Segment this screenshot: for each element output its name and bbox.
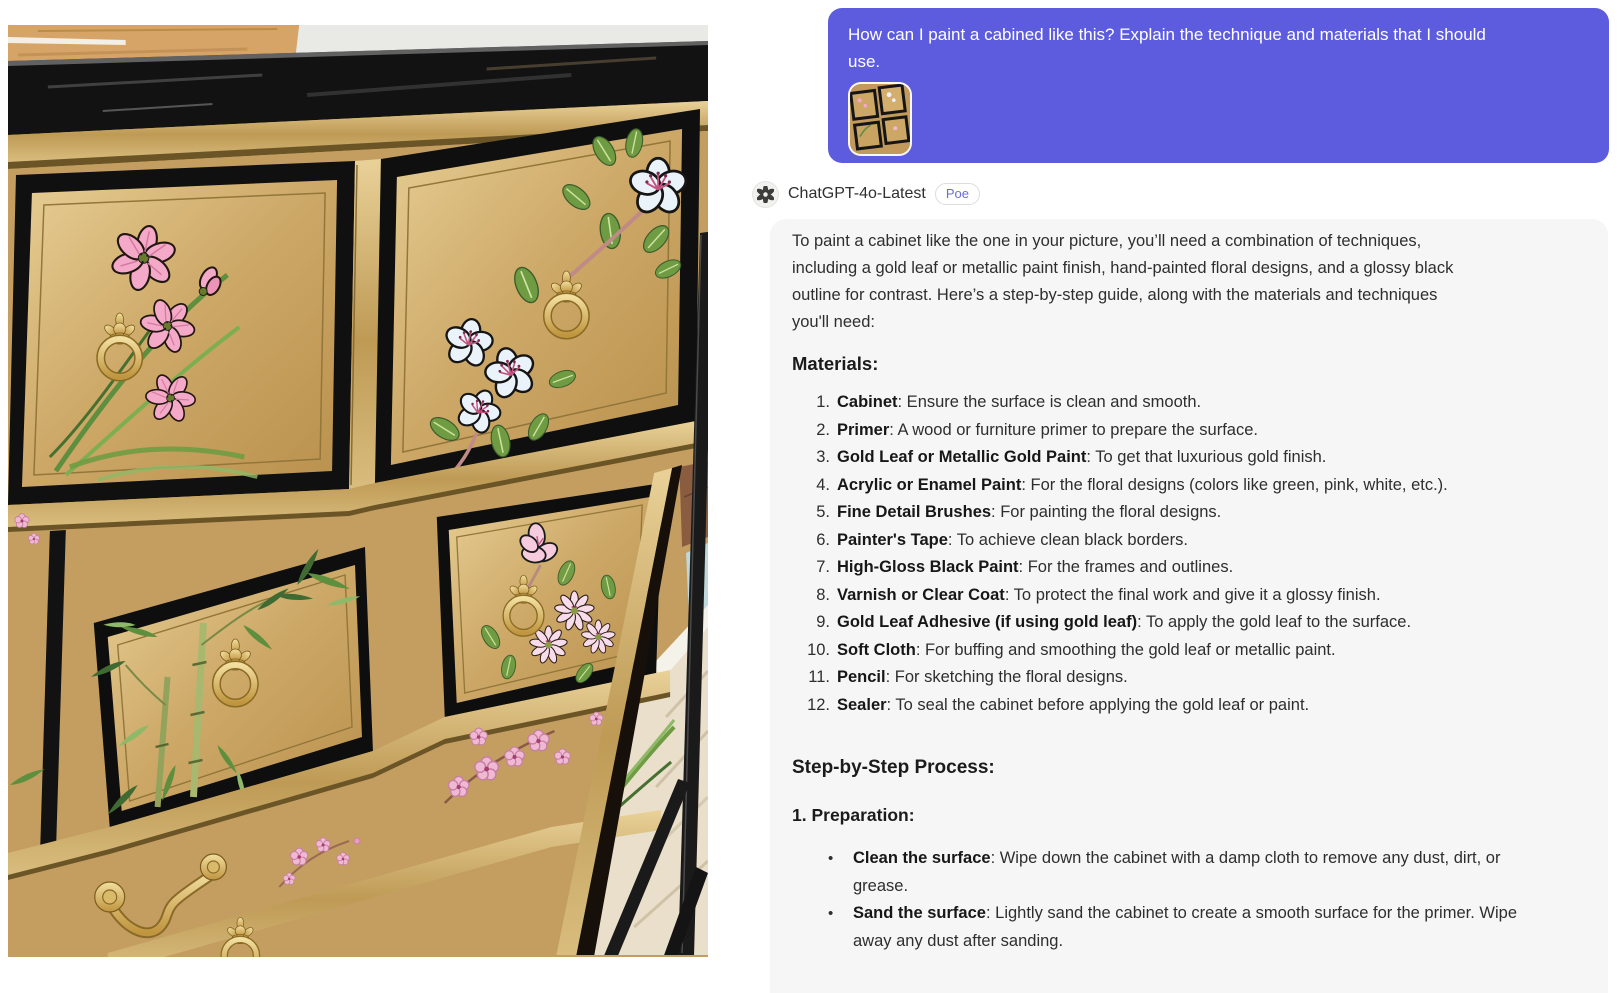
list-item	[792, 664, 1538, 692]
drawer-pink-flowers	[8, 161, 355, 505]
intro-line: including a gold leaf or metallic paint finish, hand-painted floral designs, and a glossy black	[792, 259, 1454, 277]
user-message-bubble	[828, 8, 1609, 163]
item-desc: : For buffing and smoothing the gold leaf or metallic paint.	[915, 640, 1336, 659]
process-heading: Step-by-Step Process:	[792, 757, 995, 778]
bullet-term: Sand the surface	[853, 904, 986, 922]
openai-logo-icon	[757, 186, 774, 203]
materials-list	[792, 389, 1538, 719]
list-item	[792, 609, 1538, 637]
bot-response-bubble	[770, 219, 1608, 993]
item-term: Gold Leaf or Metallic Gold Paint	[837, 448, 1087, 466]
thumbnail-cabinet-image	[850, 84, 910, 154]
intro-line: To paint a cabinet like the one in your picture, you’ll need a combination of techniques,	[792, 232, 1422, 250]
item-term: Primer	[837, 420, 890, 439]
intro-line: you'll need:	[792, 313, 875, 331]
bullet-desc: : Lightly sand the cabinet to create a smooth surface for the primer. Wipe away any dust after sanding.	[853, 904, 1517, 950]
item-desc: : For the frames and outlines.	[1018, 558, 1234, 576]
item-desc: : To get that luxurious gold finish.	[1086, 448, 1327, 466]
list-item	[792, 417, 1538, 445]
list-item	[792, 582, 1538, 610]
response-intro	[792, 228, 1538, 336]
item-desc: : For the floral designs (colors like green, pink, white, etc.).	[1021, 475, 1448, 494]
item-desc: : For painting the floral designs.	[991, 503, 1222, 521]
item-desc: : To achieve clean black borders.	[947, 530, 1188, 549]
bot-avatar[interactable]	[752, 181, 779, 208]
cabinet-photo	[8, 25, 708, 957]
item-number: 3.	[816, 448, 830, 466]
user-message-line2: use.	[848, 52, 881, 71]
item-number: 4.	[816, 475, 830, 494]
bullet-item	[792, 900, 1538, 955]
item-term: Soft Cloth	[837, 640, 916, 659]
item-desc: : Ensure the surface is clean and smooth.	[897, 393, 1202, 411]
bot-header	[752, 179, 980, 209]
item-term: Sealer	[837, 695, 887, 714]
item-number: 10.	[807, 640, 830, 659]
bullet-item	[792, 845, 1538, 900]
list-item	[792, 637, 1538, 665]
bullet-term: Clean the surface	[853, 849, 991, 867]
item-number: 5.	[816, 503, 830, 521]
bullet-glyph: •	[828, 850, 834, 867]
item-number: 8.	[816, 585, 830, 604]
bullet-desc: : Wipe down the cabinet with a damp cloth to remove any dust, dirt, or grease.	[853, 849, 1501, 895]
bot-name[interactable]: ChatGPT-4o-Latest	[788, 185, 926, 202]
item-term: Pencil	[837, 668, 886, 686]
item-number: 2.	[816, 420, 830, 439]
item-desc: : For sketching the floral designs.	[885, 668, 1128, 686]
user-message-line1: How can I paint a cabined like this? Explain the technique and materials that I should	[848, 25, 1486, 44]
item-number: 11.	[808, 668, 830, 686]
list-item	[792, 692, 1538, 720]
item-number: 9.	[816, 613, 830, 631]
list-item	[792, 472, 1538, 500]
cabinet	[8, 41, 708, 957]
item-number: 6.	[816, 530, 830, 549]
bullet-glyph: •	[828, 905, 834, 922]
item-number: 12.	[807, 695, 830, 714]
item-desc: : To seal the cabinet before applying the gold leaf or paint.	[886, 695, 1310, 714]
item-term: Fine Detail Brushes	[837, 503, 992, 521]
drawer-blue-flowers	[375, 109, 700, 483]
item-term: Cabinet	[837, 393, 898, 411]
item-term: Acrylic or Enamel Paint	[837, 475, 1022, 494]
item-term: Gold Leaf Adhesive (if using gold leaf)	[837, 613, 1138, 631]
item-term: High-Gloss Black Paint	[837, 558, 1019, 576]
list-item	[792, 499, 1538, 527]
item-desc: : A wood or furniture primer to prepare the surface.	[889, 420, 1258, 439]
item-desc: : To protect the final work and give it a glossy finish.	[1004, 585, 1381, 604]
cabinet-illustration	[8, 25, 708, 957]
attachment-thumbnail[interactable]	[848, 82, 912, 156]
list-item	[792, 389, 1538, 417]
step1-heading: 1. Preparation:	[792, 805, 915, 825]
step1-bullets	[792, 845, 1538, 955]
intro-line: outline for contrast. Here’s a step-by-step guide, along with the materials and techniques	[792, 286, 1438, 304]
item-number: 1.	[816, 393, 830, 411]
item-number: 7.	[816, 558, 830, 576]
list-item	[792, 554, 1538, 582]
item-term: Varnish or Clear Coat	[837, 585, 1005, 604]
item-term: Painter's Tape	[837, 530, 948, 549]
list-item	[792, 527, 1538, 555]
list-item	[792, 444, 1538, 472]
item-desc: : To apply the gold leaf to the surface.	[1137, 613, 1412, 631]
materials-heading: Materials:	[792, 353, 879, 374]
poe-badge[interactable]: Poe	[935, 183, 980, 205]
